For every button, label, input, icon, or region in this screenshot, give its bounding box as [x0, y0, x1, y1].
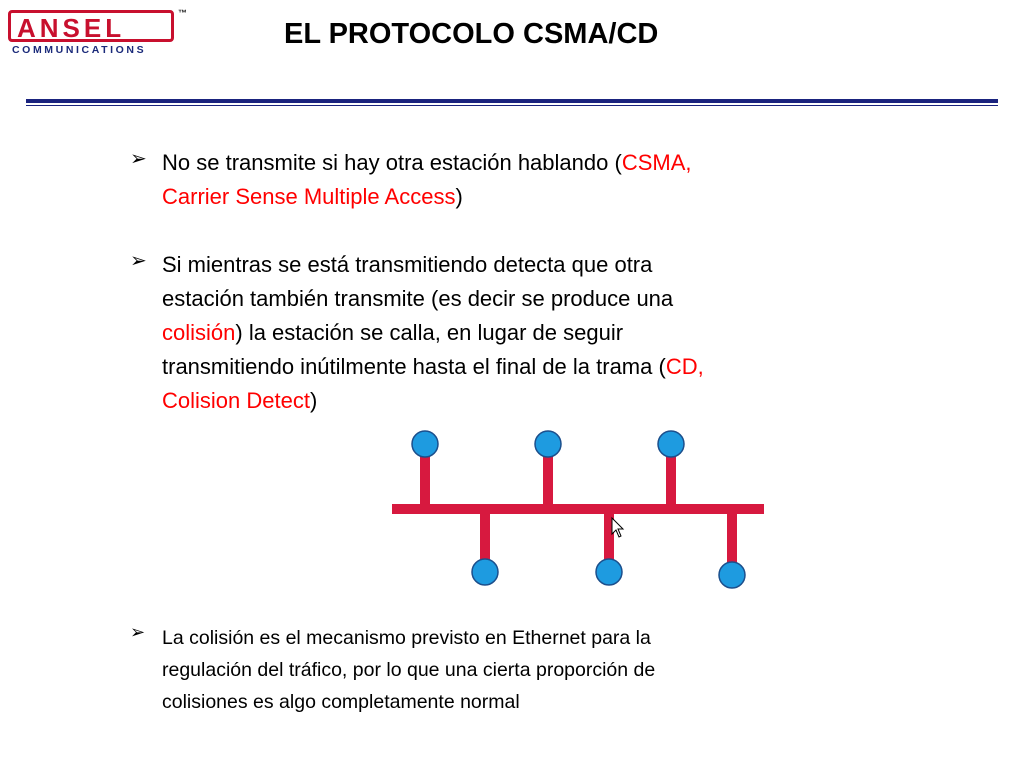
body-text: ) — [309, 388, 318, 413]
body-text: ) la estación se calla, en lugar de seguir — [235, 320, 624, 345]
header-rule — [26, 99, 998, 103]
bullet-arrow-icon: ➢ — [130, 622, 146, 642]
bullet-line — [162, 146, 692, 180]
bullet-line — [162, 248, 704, 282]
bus-cable — [392, 504, 764, 514]
bullet-line — [162, 350, 704, 384]
body-text: Si mientras se está transmitiendo detecta que otra — [162, 252, 653, 277]
logo-word: ANSEL — [17, 13, 126, 43]
bullet-line — [162, 316, 704, 350]
logo-trademark: ™ — [178, 8, 187, 18]
station-node-bottom — [719, 562, 745, 588]
bullet-line — [162, 622, 655, 654]
ethernet-bus-diagram — [380, 420, 780, 600]
station-node-top — [412, 431, 438, 457]
company-logo — [8, 8, 188, 56]
bullet-line — [162, 384, 704, 418]
highlight-text: Carrier Sense Multiple Access — [162, 184, 456, 209]
bullet-line — [162, 282, 704, 316]
highlight-text: colisión — [162, 320, 236, 345]
station-node-top — [535, 431, 561, 457]
header-rule-thin — [26, 105, 998, 106]
logo-subtitle: COMMUNICATIONS — [12, 44, 147, 56]
bullet-text — [162, 622, 655, 718]
bullet-line — [162, 654, 655, 686]
body-text: colisiones es algo completamente normal — [162, 691, 520, 713]
station-node-bottom — [596, 559, 622, 585]
slide-title: EL PROTOCOLO CSMA/CD — [284, 18, 659, 50]
station-node-top — [658, 431, 684, 457]
body-text: ) — [455, 184, 463, 209]
body-text: transmitiendo inútilmente hasta el final de la trama ( — [162, 354, 666, 379]
bullet-text — [162, 248, 704, 418]
bullet-text — [162, 146, 692, 214]
highlight-text: Colision Detect — [162, 388, 310, 413]
logo-frame — [8, 10, 174, 42]
station-node-bottom — [472, 559, 498, 585]
highlight-text: CD, — [665, 354, 704, 379]
body-text: No se transmite si hay otra estación hablando ( — [162, 150, 622, 175]
bullet-line — [162, 180, 692, 214]
bullet-line — [162, 686, 655, 718]
body-text: La colisión es el mecanismo previsto en Ethernet para la — [162, 627, 651, 649]
highlight-text: CSMA, — [621, 150, 692, 175]
body-text: regulación del tráfico, por lo que una cierta proporción de — [162, 659, 656, 681]
bullet-arrow-icon: ➢ — [130, 148, 147, 170]
bullet-arrow-icon: ➢ — [130, 250, 147, 272]
body-text: estación también transmite (es decir se produce una — [162, 286, 674, 311]
